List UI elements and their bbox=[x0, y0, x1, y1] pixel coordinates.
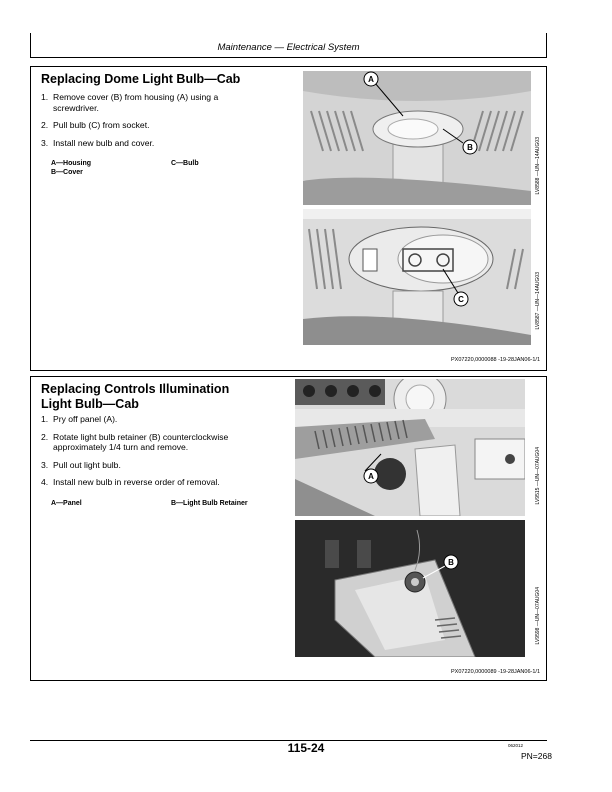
legend-item-b: B—Light Bulb Retainer bbox=[171, 500, 248, 507]
callout-a: A bbox=[368, 75, 374, 84]
legend-left bbox=[51, 499, 82, 508]
step-number: 3. bbox=[41, 137, 49, 148]
step-text: Pry off panel (A). bbox=[53, 414, 118, 424]
callout-b: B bbox=[448, 558, 454, 567]
legend-item-c: C—Bulb bbox=[171, 160, 199, 167]
section-footer-code: PX07220,0000088 -19-28JAN06-1/1 bbox=[451, 357, 540, 363]
section-controls-illumination bbox=[30, 376, 547, 681]
step-number: 2. bbox=[41, 120, 49, 130]
step-number: 2. bbox=[41, 431, 49, 442]
step-text: Pull out light bulb. bbox=[53, 459, 121, 470]
photo-dome-light-open bbox=[303, 209, 531, 345]
photo-bulb-retainer bbox=[295, 520, 525, 657]
step-text: Install new bulb and cover. bbox=[53, 137, 155, 148]
steps-list bbox=[41, 92, 251, 155]
step-number: 1. bbox=[41, 414, 49, 424]
legend-right bbox=[171, 499, 248, 508]
photo-controls-panel bbox=[295, 379, 525, 516]
legend-left bbox=[51, 159, 91, 177]
photo-code: LV9598 —UN—07AUG04 bbox=[535, 587, 541, 645]
step-text: Remove cover (B) from housing (A) using a screwdriver. bbox=[53, 92, 219, 113]
step-number: 3. bbox=[41, 459, 49, 470]
legend-right bbox=[171, 159, 199, 168]
photo-code: LV8587 —UN—14AUG03 bbox=[535, 272, 541, 330]
callout-b: B bbox=[467, 143, 473, 152]
step-item bbox=[41, 414, 251, 425]
photo-code: LV9515 —UN—07AUG04 bbox=[535, 447, 541, 505]
callout-c: C bbox=[458, 295, 464, 304]
step-text: Pull bulb (C) from socket. bbox=[53, 120, 150, 130]
section-dome-light bbox=[30, 66, 547, 371]
callout-a: A bbox=[368, 472, 374, 481]
step-number: 4. bbox=[41, 477, 49, 487]
step-item bbox=[41, 120, 251, 131]
section-title: Replacing Controls Illumination Light Bulb—Cab bbox=[41, 382, 230, 411]
page-number: 115-24 bbox=[287, 741, 325, 755]
step-text: Install new bulb in reverse order of removal. bbox=[53, 477, 220, 487]
photo-code: LV8588 —UN—14AUG03 bbox=[535, 137, 541, 195]
step-item bbox=[41, 460, 251, 471]
photo-dome-light-closed bbox=[303, 71, 531, 205]
section-title: Replacing Dome Light Bulb—Cab bbox=[41, 72, 241, 86]
step-item bbox=[41, 92, 251, 113]
step-item bbox=[41, 138, 251, 149]
step-item bbox=[41, 432, 251, 453]
step-item bbox=[41, 477, 251, 488]
step-text: Rotate light bulb retainer (B) counterclockwise approximately 1/4 turn and remove. bbox=[53, 431, 229, 452]
legend-item-a: A—Housing bbox=[51, 160, 92, 167]
header-divider bbox=[30, 57, 547, 58]
footer-small-code: 062012 bbox=[508, 743, 524, 748]
section-footer-code: PX07220,0000089 -19-28JAN06-1/1 bbox=[451, 669, 540, 675]
legend-item-a: A—Panel bbox=[51, 500, 82, 507]
steps-list bbox=[41, 414, 251, 495]
step-number: 1. bbox=[41, 92, 49, 102]
running-header: Maintenance — Electrical System bbox=[217, 42, 360, 53]
pn-number: PN=268 bbox=[521, 751, 552, 761]
legend-item-b: B—Cover bbox=[51, 169, 83, 176]
